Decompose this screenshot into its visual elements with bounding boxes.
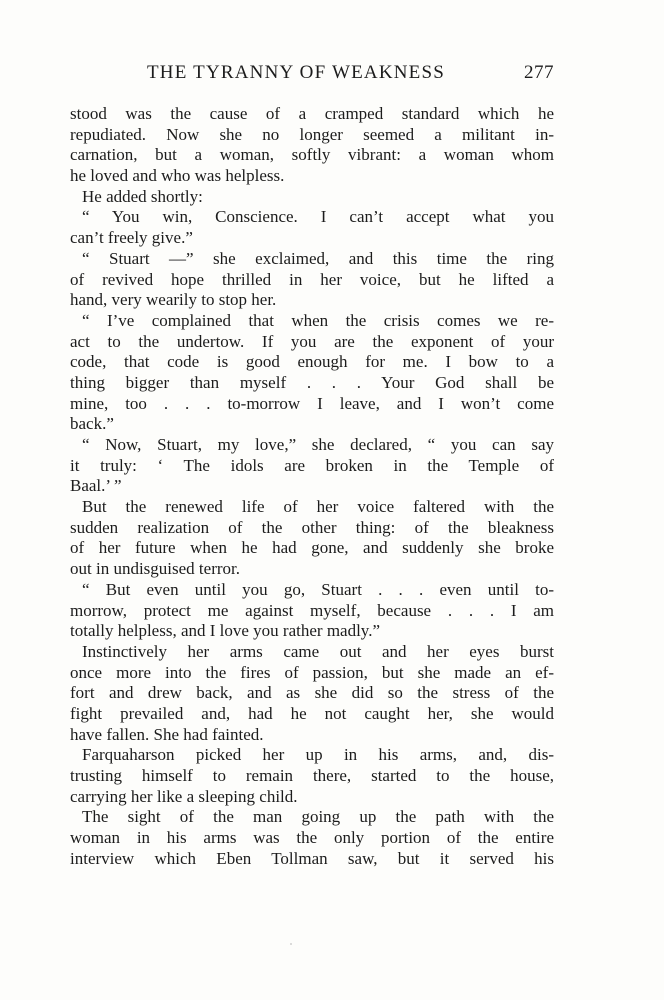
text-line: Farquaharson picked her up in his arms, and, dis- [82,745,554,765]
text-line: code, that code is good enough for me. I bow to a [70,352,554,372]
text-line: woman in his arms was the only portion of the entire [70,828,554,848]
text-line: fort and drew back, and as she did so the stress of the [70,683,554,703]
text-line: he loved and who was helpless. [70,166,285,186]
scan-speck [290,943,292,945]
text-line: sudden realization of the other thing: of the bleakness [70,517,554,537]
text-line: hand, very wearily to stop her. [70,290,277,310]
text-line: thing bigger than myself . . . Your God shall be [70,372,554,392]
text-line: repudiated. Now she no longer seemed a militant in- [70,124,554,144]
text-line: Instinctively her arms came out and her eyes burst [82,641,554,661]
text-line: Baal.’ ” [70,476,122,496]
text-line: interview which Eben Tollman saw, but it served his [70,848,554,868]
text-line: have fallen. She had fainted. [70,724,264,744]
text-line: “ You win, Conscience. I can’t accept what you [82,207,554,227]
text-line: back.” [70,414,114,434]
running-head [70,62,554,86]
text-line: But the renewed life of her voice faltered with the [82,497,554,517]
text-line: it truly: ‘ The idols are broken in the Temple of [70,455,554,475]
running-head-title: THE TYRANNY OF WEAKNESS [147,62,446,83]
text-line: “ Now, Stuart, my love,” she declared, “ you can say [82,435,554,454]
text-line: once more into the fires of passion, but she made an ef- [70,662,554,682]
text-line: out in undisguised terror. [70,559,240,579]
text-line: of her future when he had gone, and suddenly she broke [70,538,554,558]
text-line: of revived hope thrilled in her voice, but he lifted a [70,269,554,289]
text-line: He added shortly: [82,186,203,206]
text-line: totally helpless, and I love you rather madly.” [70,621,381,641]
text-line: “ But even until you go, Stuart . . . even until to- [82,579,554,599]
text-line: act to the undertow. If you are the exponent of your [70,331,554,351]
text-line: carrying her like a sleeping child. [70,786,298,806]
text-line: carnation, but a woman, softly vibrant: a woman whom [70,145,554,165]
page-number: 277 [524,62,554,83]
text-line: mine, too . . . to-morrow I leave, and I won’t come [70,393,554,413]
text-line: fight prevailed and, had he not caught her, she would [70,703,554,723]
text-line: morrow, protect me against myself, because . . . I am [70,600,554,620]
text-line: stood was the cause of a cramped standard which he [70,104,554,123]
text-line: “ I’ve complained that when the crisis comes we re- [82,310,554,330]
body-text [70,104,554,869]
text-line: The sight of the man going up the path with the [82,807,554,827]
text-line: “ Stuart —” she exclaimed, and this time the ring [82,248,554,268]
text-line: can’t freely give.” [70,228,193,248]
text-line: trusting himself to remain there, started to the house, [70,766,554,785]
